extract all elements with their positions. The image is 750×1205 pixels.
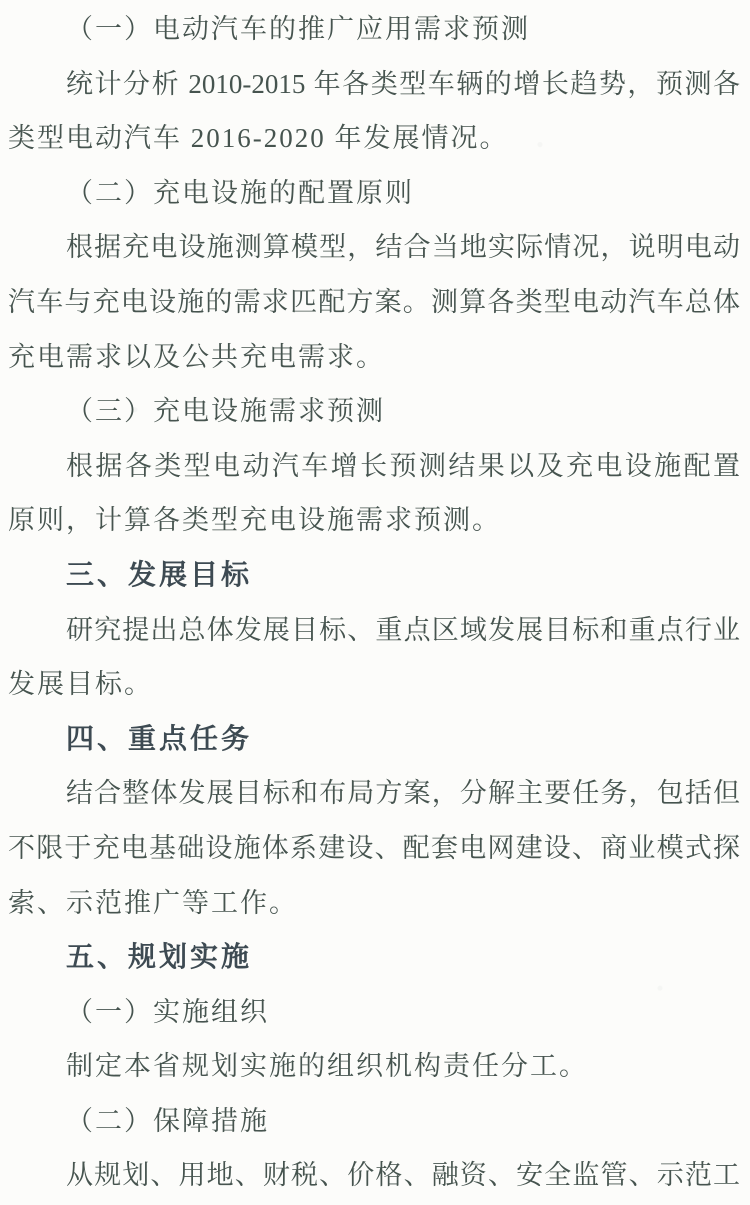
paragraph-line: 汽车与充电设施的需求匹配方案。测算各类型电动汽车总体 [8, 286, 740, 317]
paragraph-line: 根据各类型电动汽车增长预测结果以及充电设施配置 [66, 450, 740, 481]
paragraph-line: 研究提出总体发展目标、重点区域发展目标和重点行业 [66, 614, 740, 645]
subsection-heading-1: （一）电动汽车的推广应用需求预测 [66, 14, 530, 44]
paragraph-line: 类型电动汽车 2016-2020 年发展情况。 [8, 123, 509, 154]
paragraph-line: 不限于充电基础设施体系建设、配套电网建设、商业模式探 [8, 832, 740, 863]
paragraph-line: 索、示范推广等工作。 [8, 887, 298, 918]
paragraph-line: 统计分析 2010-2015 年各类型车辆的增长趋势，预测各 [66, 68, 740, 99]
section-heading-5: 五、规划实施 [66, 941, 253, 973]
paragraph-line: 原则，计算各类型充电设施需求预测。 [8, 505, 501, 536]
section-heading-3: 三、发展目标 [66, 558, 253, 590]
subsection-heading-5-1: （一）实施组织 [66, 996, 269, 1027]
paragraph-line: 结合整体发展目标和布局方案，分解主要任务，包括但 [66, 778, 740, 809]
section-heading-4: 四、重点任务 [66, 722, 253, 754]
paragraph-line: 发展目标。 [8, 669, 153, 700]
subsection-heading-2: （二）充电设施的配置原则 [66, 177, 414, 208]
subsection-heading-5-2: （二）保障措施 [66, 1105, 269, 1136]
paragraph-line: 从规划、用地、财税、价格、融资、安全监管、示范工 [66, 1160, 740, 1191]
paragraph-line: 根据充电设施测算模型，结合当地实际情况，说明电动 [66, 232, 740, 263]
paragraph-line: 充电需求以及公共充电需求。 [8, 341, 385, 372]
subsection-heading-3: （三）充电设施需求预测 [66, 396, 385, 427]
paragraph-line: 制定本省规划实施的组织机构责任分工。 [66, 1051, 588, 1082]
